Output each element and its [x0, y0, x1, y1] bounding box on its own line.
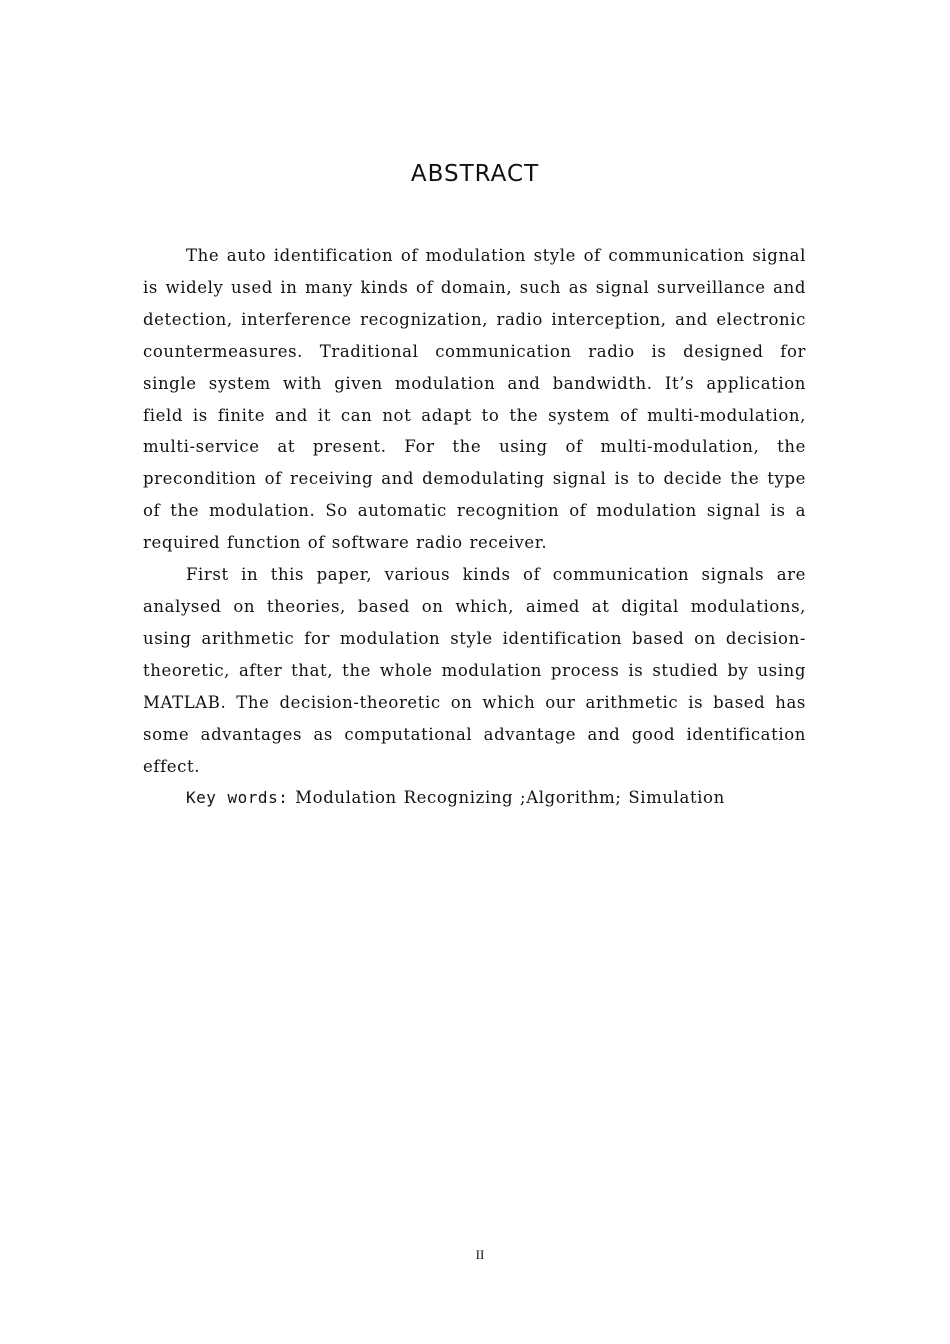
- abstract-paragraph-1: The auto identification of modulation style of communication signal is widely used in many kinds of domain, such as signal surveillance and detection, interference recognization, radio interception, and electronic countermeasures. Traditional communication radio is designed for single system with given modulation and bandwidth. It’s application field is finite and it can not adapt to the system of multi-modulation, multi-service at present. For the using of multi-modulation, the precondition of receiving and demodulating signal is to decide the type of the modulation. So automatic recognition of modulation signal is a required function of software radio receiver.: [143, 246, 806, 553]
- abstract-title: ABSTRACT: [410, 161, 540, 187]
- keywords-text: Modulation Recognizing ;Algorithm; Simulation: [288, 788, 725, 808]
- abstract-paragraph-2: First in this paper, various kinds of communication signals are analysed on theories, based on which, aimed at digital modulations, using arithmetic for modulation style identification based on decision-theoretic, after that, the whole modulation process is studied by using MATLAB. The decision-theoretic on which our arithmetic is based has some advantages as computational advantage and good identification effect.: [143, 565, 806, 776]
- abstract-body: [143, 240, 806, 814]
- keywords-label: Key words:: [186, 788, 289, 808]
- keywords-line: [143, 782, 806, 814]
- page-number: II: [475, 1247, 485, 1262]
